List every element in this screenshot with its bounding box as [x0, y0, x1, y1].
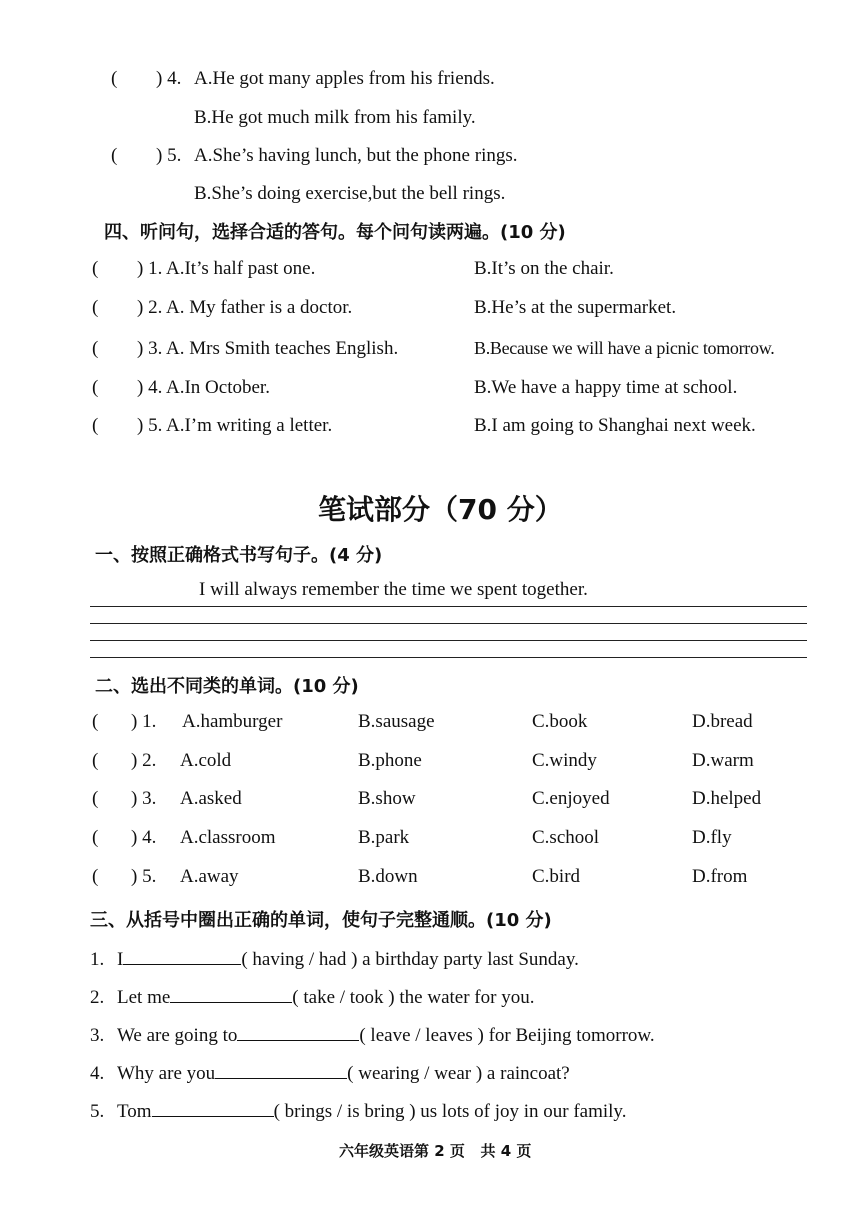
list-item	[90, 1099, 626, 1123]
question-number: ) 1.	[137, 258, 163, 279]
answer-paren[interactable]: (	[92, 415, 99, 436]
option-a: A.hamburger	[182, 711, 283, 732]
option-c: C.school	[532, 827, 600, 848]
option-a: A.classroom	[180, 827, 276, 848]
writing-line[interactable]	[90, 606, 807, 607]
answer-blank[interactable]	[152, 1099, 274, 1117]
question-number: ) 3.	[137, 338, 163, 359]
option-a: A.away	[180, 866, 239, 887]
answer-paren[interactable]: (	[111, 145, 118, 166]
page-footer: 六年级英语第 2 页 共 4 页	[339, 1142, 532, 1160]
option-c: C.windy	[532, 750, 597, 771]
option-b: B.phone	[358, 750, 422, 771]
answer-blank[interactable]	[170, 985, 292, 1003]
option-b: B.park	[358, 827, 410, 848]
option-d: D.warm	[692, 750, 754, 771]
option-a: A.cold	[180, 750, 232, 771]
sentence-end: ( take / took ) the water for you.	[292, 987, 535, 1008]
option-a: A. Mrs Smith teaches English.	[166, 338, 399, 359]
option-c: C.enjoyed	[532, 788, 610, 809]
question-number: 2.	[90, 987, 105, 1008]
list-item	[90, 1023, 655, 1047]
option-a: A.I’m writing a letter.	[166, 415, 333, 436]
option-d: D.helped	[692, 788, 762, 809]
sentence-start: We are going to	[117, 1025, 238, 1046]
question-number: 5.	[90, 1101, 105, 1122]
question-number: ) 2.	[131, 750, 157, 771]
answer-paren[interactable]: (	[92, 377, 99, 398]
option-c: C.bird	[532, 866, 581, 887]
model-sentence: I will always remember the time we spent together.	[199, 579, 588, 600]
sentence-end: ( wearing / wear ) a raincoat?	[347, 1063, 570, 1084]
writing-line[interactable]	[90, 640, 807, 641]
option-b: B.It’s on the chair.	[474, 258, 614, 279]
question-number: ) 5.	[131, 866, 157, 887]
answer-paren[interactable]: (	[92, 711, 99, 732]
option-c: C.book	[532, 711, 588, 732]
sentence-start: Why are you	[117, 1063, 216, 1084]
answer-paren[interactable]: (	[92, 866, 99, 887]
question-number: 4.	[90, 1063, 105, 1084]
question-number: ) 5.	[156, 145, 182, 166]
answer-paren[interactable]: (	[92, 788, 99, 809]
question-number: ) 3.	[131, 788, 157, 809]
writing-line[interactable]	[90, 657, 807, 658]
answer-paren[interactable]: (	[111, 68, 118, 89]
question-number: ) 4.	[137, 377, 163, 398]
sentence-end: ( leave / leaves ) for Beijing tomorrow.	[359, 1025, 655, 1046]
option-b: B.He’s at the supermarket.	[474, 297, 677, 318]
option-d: D.from	[692, 866, 748, 887]
option-a: A. My father is a doctor.	[166, 297, 353, 318]
option-a: A.In October.	[166, 377, 270, 398]
option-b: B.We have a happy time at school.	[474, 377, 738, 398]
option-a: A.asked	[180, 788, 242, 809]
answer-paren[interactable]: (	[92, 827, 99, 848]
question-number: ) 2.	[137, 297, 163, 318]
answer-blank[interactable]	[123, 947, 241, 965]
option-b: B.She’s doing exercise,but the bell rings.	[194, 183, 506, 204]
question-number: 1.	[90, 949, 105, 970]
writing-line[interactable]	[90, 623, 807, 624]
part-2-heading: 二、选出不同类的单词。(10 分)	[95, 676, 359, 697]
option-b: B.down	[358, 866, 418, 887]
sentence-end: ( having / had ) a birthday party last Sunday.	[241, 949, 579, 970]
option-a: A.She’s having lunch, but the phone rings.	[194, 145, 518, 166]
question-number: ) 1.	[131, 711, 157, 732]
question-number: ) 5.	[137, 415, 163, 436]
option-b: B.I am going to Shanghai next week.	[474, 415, 756, 436]
section-4-heading: 四、听问句，选择合适的答句。每个问句读两遍。(10 分)	[104, 222, 566, 243]
option-b: B.sausage	[358, 711, 435, 732]
question-number: ) 4.	[156, 68, 182, 89]
question-number: ) 4.	[131, 827, 157, 848]
sentence-start: I	[117, 949, 124, 970]
list-item	[90, 947, 579, 971]
option-b: B.show	[358, 788, 416, 809]
option-b: B.He got much milk from his family.	[194, 107, 476, 128]
option-d: D.fly	[692, 827, 732, 848]
option-d: D.bread	[692, 711, 753, 732]
answer-blank[interactable]	[237, 1023, 359, 1041]
part-3-heading: 三、从括号中圈出正确的单词，使句子完整通顺。(10 分)	[90, 910, 552, 931]
answer-paren[interactable]: (	[92, 258, 99, 279]
sentence-end: ( brings / is bring ) us lots of joy in our family.	[273, 1101, 627, 1122]
answer-blank[interactable]	[215, 1061, 347, 1079]
option-b: B.Because we will have a picnic tomorrow.	[474, 338, 775, 358]
part-1-heading: 一、按照正确格式书写句子。(4 分)	[95, 545, 383, 566]
option-a: A.He got many apples from his friends.	[194, 68, 495, 89]
answer-paren[interactable]: (	[92, 338, 99, 359]
sentence-start: Tom	[117, 1101, 152, 1122]
answer-paren[interactable]: (	[92, 750, 99, 771]
written-part-title: 笔试部分（70 分）	[318, 493, 563, 526]
answer-paren[interactable]: (	[92, 297, 99, 318]
question-number: 3.	[90, 1025, 105, 1046]
list-item	[90, 1061, 570, 1085]
sentence-start: Let me	[117, 987, 171, 1008]
option-a: A.It’s half past one.	[166, 258, 316, 279]
list-item	[90, 985, 534, 1009]
